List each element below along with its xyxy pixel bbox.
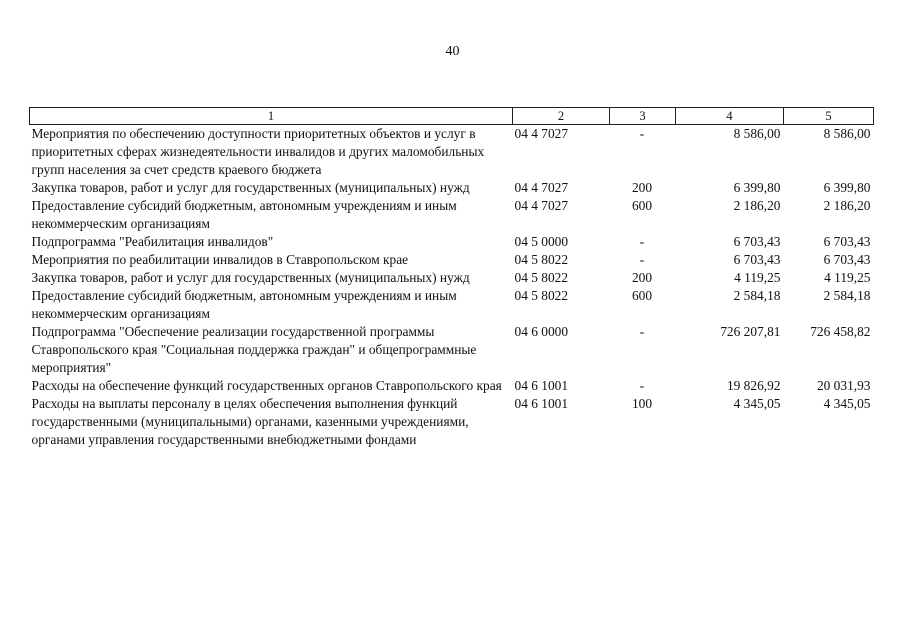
row-expense-type: - — [639, 126, 645, 141]
row-expense-type: - — [639, 252, 645, 267]
row-amount-2: 6 703,43 — [823, 234, 871, 249]
table-row — [30, 125, 874, 180]
table-row — [30, 395, 874, 449]
row-amount-2: 20 031,93 — [816, 378, 871, 393]
row-code: 04 4 7027 — [514, 126, 569, 141]
table-row — [30, 251, 874, 269]
row-code: 04 5 8022 — [514, 288, 569, 303]
row-amount-2: 6 399,80 — [823, 180, 871, 195]
row-amount-2: 4 345,05 — [823, 396, 871, 411]
header-col-1: 1 — [30, 108, 513, 125]
row-expense-type: 200 — [631, 270, 653, 285]
row-expense-type: 100 — [631, 396, 653, 411]
row-expense-type: - — [639, 234, 645, 249]
row-code: 04 6 1001 — [514, 378, 569, 393]
row-name: Закупка товаров, работ и услуг для государственных (муниципальных) нужд — [31, 180, 470, 195]
page-number: 40 — [445, 44, 460, 59]
table-row — [30, 269, 874, 287]
row-code: 04 6 0000 — [514, 324, 569, 339]
table-row — [30, 233, 874, 251]
header-row — [30, 108, 874, 125]
row-name: Предоставление субсидий бюджетным, автономным учреждениям и иным некоммерческим организациям — [31, 288, 457, 321]
row-name: Мероприятия по обеспечению доступности приоритетных объектов и услуг в приоритетных сферах жизнедеятельности инвалидов и других маломобильных групп населения за счет средств краевого бюджета — [31, 126, 485, 177]
row-amount-2: 6 703,43 — [823, 252, 871, 267]
row-amount-1: 6 703,43 — [733, 234, 781, 249]
row-amount-2: 4 119,25 — [824, 270, 871, 285]
table-row — [30, 197, 874, 233]
row-name: Закупка товаров, работ и услуг для государственных (муниципальных) нужд — [31, 270, 470, 285]
header-col-3: 3 — [610, 108, 676, 125]
header-col-4: 4 — [676, 108, 784, 125]
row-code: 04 6 1001 — [514, 396, 569, 411]
row-code: 04 4 7027 — [514, 198, 569, 213]
row-code: 04 5 0000 — [514, 234, 569, 249]
row-amount-2: 8 586,00 — [823, 126, 871, 141]
row-amount-1: 6 399,80 — [733, 180, 781, 195]
row-name: Подпрограмма "Обеспечение реализации государственной программы Ставропольского края "Социальная поддержка граждан" и общепрограммные мероприятия" — [31, 324, 477, 375]
row-amount-1: 2 584,18 — [733, 288, 781, 303]
row-code: 04 5 8022 — [514, 270, 569, 285]
row-name: Мероприятия по реабилитации инвалидов в Ставропольском крае — [31, 252, 409, 267]
row-name: Предоставление субсидий бюджетным, автономным учреждениям и иным некоммерческим организациям — [31, 198, 457, 231]
row-amount-1: 4 345,05 — [733, 396, 781, 411]
row-name: Расходы на выплаты персоналу в целях обеспечения выполнения функций государственными (муниципальными) органами, казенными учреждениями, органами управления государственными внебюджетными фондами — [31, 396, 469, 447]
row-expense-type: 600 — [631, 198, 653, 213]
row-amount-1: 2 186,20 — [733, 198, 781, 213]
budget-table — [29, 107, 874, 449]
row-expense-type: - — [639, 378, 645, 393]
header-col-2: 2 — [513, 108, 610, 125]
row-amount-1: 4 119,25 — [734, 270, 781, 285]
row-expense-type: 200 — [631, 180, 653, 195]
row-amount-1: 8 586,00 — [733, 126, 781, 141]
row-amount-1: 19 826,92 — [726, 378, 781, 393]
row-expense-type: 600 — [631, 288, 653, 303]
table-row — [30, 179, 874, 197]
row-name: Подпрограмма "Реабилитация инвалидов" — [31, 234, 274, 249]
row-amount-2: 2 584,18 — [823, 288, 871, 303]
row-code: 04 5 8022 — [514, 252, 569, 267]
row-amount-1: 6 703,43 — [733, 252, 781, 267]
table-row — [30, 287, 874, 323]
row-name: Расходы на обеспечение функций государственных органов Ставропольского края — [31, 378, 502, 393]
table-row — [30, 323, 874, 377]
table-row — [30, 377, 874, 395]
header-col-5: 5 — [784, 108, 874, 125]
row-code: 04 4 7027 — [514, 180, 569, 195]
row-expense-type: - — [639, 324, 645, 339]
row-amount-2: 2 186,20 — [823, 198, 871, 213]
row-amount-1: 726 207,81 — [720, 324, 781, 339]
row-amount-2: 726 458,82 — [810, 324, 871, 339]
